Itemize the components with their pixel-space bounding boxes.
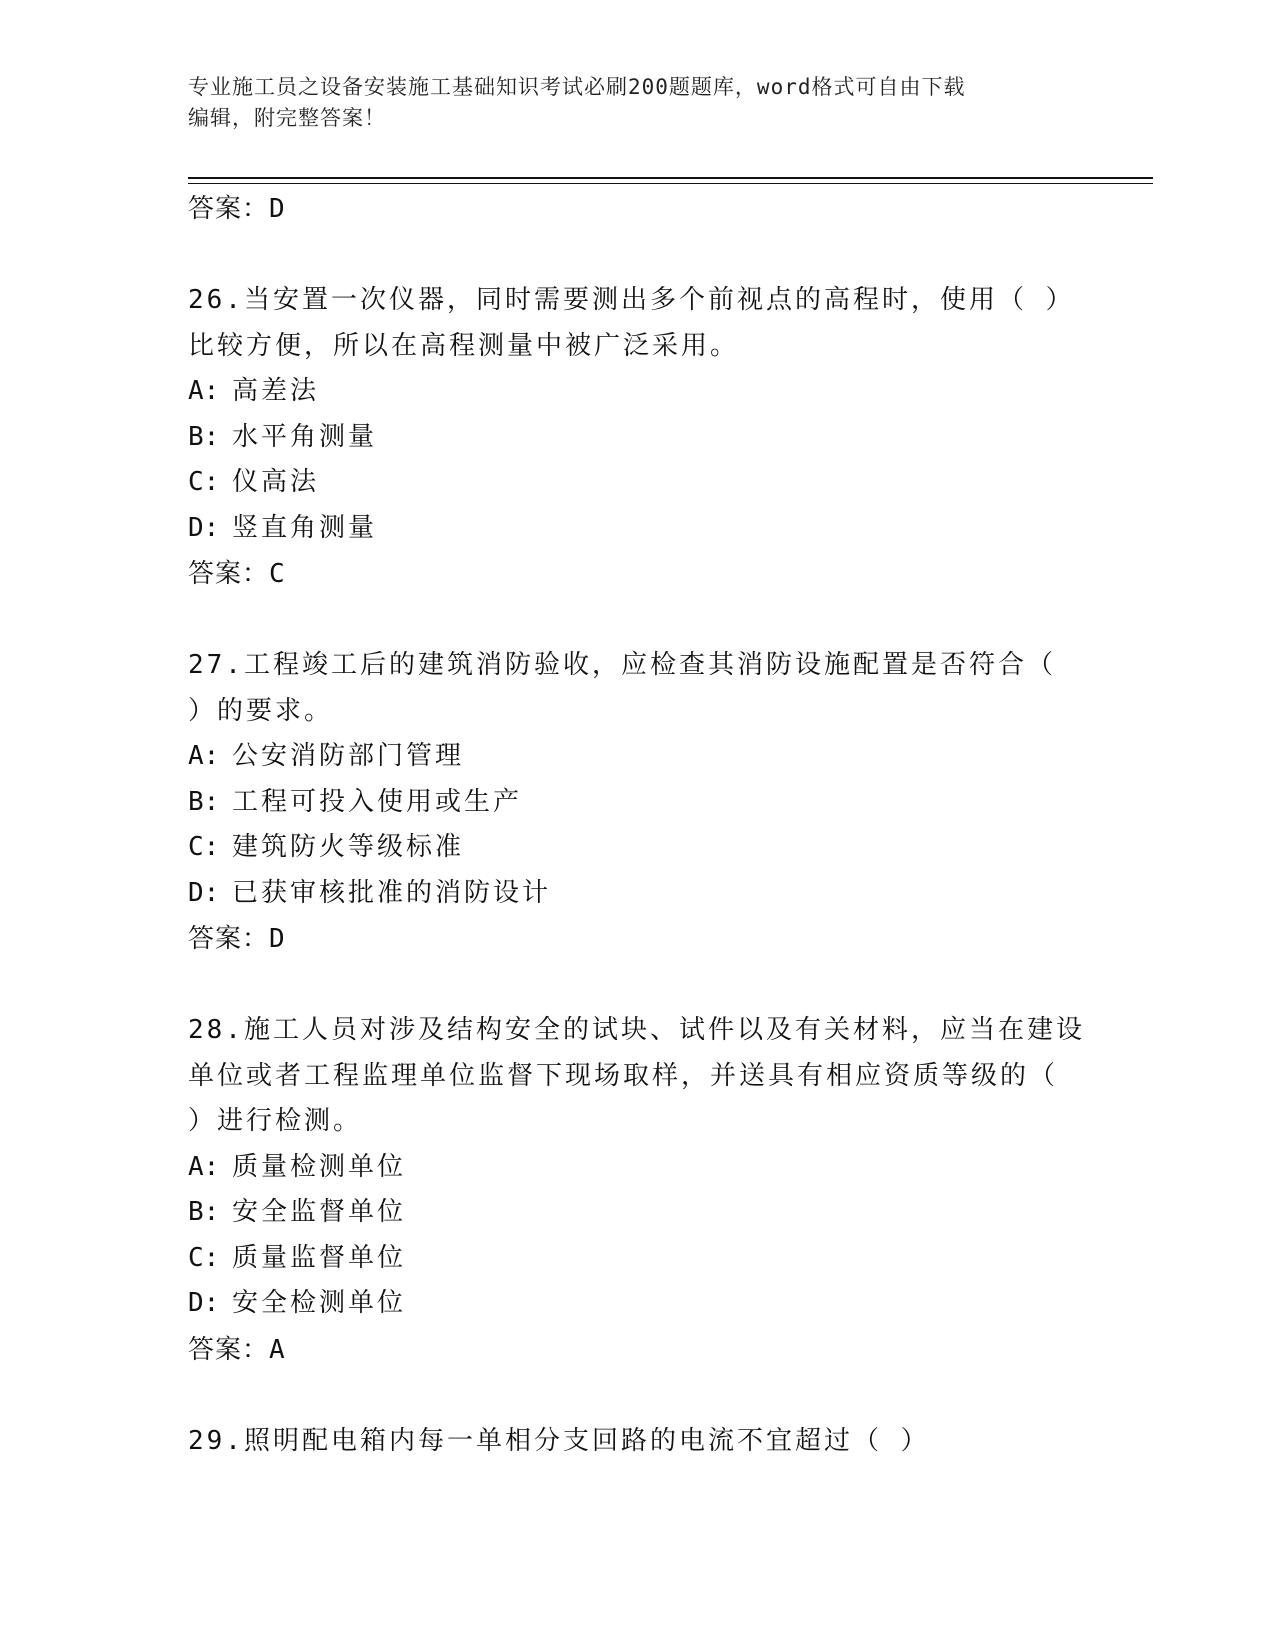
option-text: 已获审核批准的消防设计 — [232, 877, 552, 908]
option-d — [188, 506, 1088, 552]
option-text: 高差法 — [232, 376, 320, 406]
option-letter: A: — [188, 376, 220, 406]
option-text: 质量检测单位 — [232, 1151, 407, 1182]
header-line-1: 专业施工员之设备安装施工基础知识考试必刷200题题库，word格式可自由下载 — [188, 75, 966, 99]
option-text: 质量监督单位 — [232, 1242, 407, 1273]
option-letter: B: — [188, 1197, 220, 1227]
answer-label: 答案： — [188, 1334, 270, 1365]
spacer — [188, 232, 1088, 278]
stem-line: 27.工程竣工后的建筑消防验收，应检查其消防设施配置是否符合（ — [188, 650, 1056, 680]
answer-label: 答案： — [188, 924, 270, 954]
option-text: 工程可投入使用或生产 — [232, 786, 523, 817]
spacer — [188, 1373, 1088, 1419]
option-text: 仪高法 — [232, 467, 320, 497]
option-letter: D: — [188, 512, 220, 543]
answer-label: 答案： — [188, 559, 270, 589]
stem-line: 29.照明配电箱内每一单相分支回路的电流不宜超过（ ） — [188, 1425, 930, 1456]
header-line-2: 编辑，附完整答案！ — [188, 106, 386, 130]
stem-line: 比较方便，所以在高程测量中被广泛采用。 — [188, 330, 740, 361]
option-text: 安全监督单位 — [232, 1197, 407, 1227]
option-letter: C: — [188, 832, 220, 862]
option-d — [188, 1281, 1088, 1327]
question-stem — [188, 643, 1088, 734]
stem-line: ）的要求。 — [188, 695, 334, 726]
stem-line: 单位或者工程监理单位监督下现场取样，并送具有相应资质等级的（ — [188, 1060, 1059, 1091]
question-28 — [188, 1008, 1088, 1373]
option-text: 建筑防火等级标准 — [232, 832, 465, 862]
option-text: 公安消防部门管理 — [232, 741, 465, 771]
option-b — [188, 780, 1088, 826]
option-b — [188, 415, 1088, 461]
answer-line — [188, 551, 1088, 597]
option-letter: A: — [188, 741, 220, 771]
answer-value: C — [269, 559, 286, 589]
option-letter: C: — [188, 467, 220, 497]
stem-line: 28.施工人员对涉及结构安全的试块、试件以及有关材料，应当在建设 — [188, 1015, 1085, 1045]
answer-value: D — [269, 194, 286, 224]
option-letter: D: — [188, 877, 220, 908]
answer-value: A — [269, 1334, 286, 1365]
answer-label: 答案： — [188, 194, 270, 224]
option-c — [188, 825, 1088, 871]
option-letter: D: — [188, 1288, 220, 1318]
option-b — [188, 1190, 1088, 1236]
option-letter: B: — [188, 786, 220, 817]
question-list — [188, 186, 1088, 1464]
option-c — [188, 1236, 1088, 1282]
option-text: 水平角测量 — [232, 421, 378, 452]
option-letter: A: — [188, 1151, 220, 1182]
question-stem — [188, 1008, 1088, 1145]
option-text: 竖直角测量 — [232, 512, 378, 543]
header-rule-thick — [188, 177, 1153, 179]
document-header — [188, 72, 1088, 134]
option-text: 安全检测单位 — [232, 1288, 407, 1318]
question-26 — [188, 278, 1088, 597]
stem-line: 26.当安置一次仪器，同时需要测出多个前视点的高程时，使用（ ） — [188, 285, 1075, 315]
question-stem — [188, 278, 1088, 369]
option-a — [188, 1145, 1088, 1191]
spacer — [188, 962, 1088, 1008]
question-stem — [188, 1419, 1088, 1465]
option-d — [188, 871, 1088, 917]
header-rule-thin — [188, 183, 1153, 184]
option-c — [188, 460, 1088, 506]
option-letter: C: — [188, 1242, 220, 1273]
answer-line — [188, 186, 1088, 232]
answer-line — [188, 916, 1088, 962]
option-a — [188, 369, 1088, 415]
answer-line — [188, 1327, 1088, 1373]
question-27 — [188, 643, 1088, 962]
option-letter: B: — [188, 421, 220, 452]
stem-line: ）进行检测。 — [188, 1106, 363, 1136]
option-a — [188, 734, 1088, 780]
answer-value: D — [269, 924, 286, 954]
question-29 — [188, 1419, 1088, 1465]
spacer — [188, 597, 1088, 643]
